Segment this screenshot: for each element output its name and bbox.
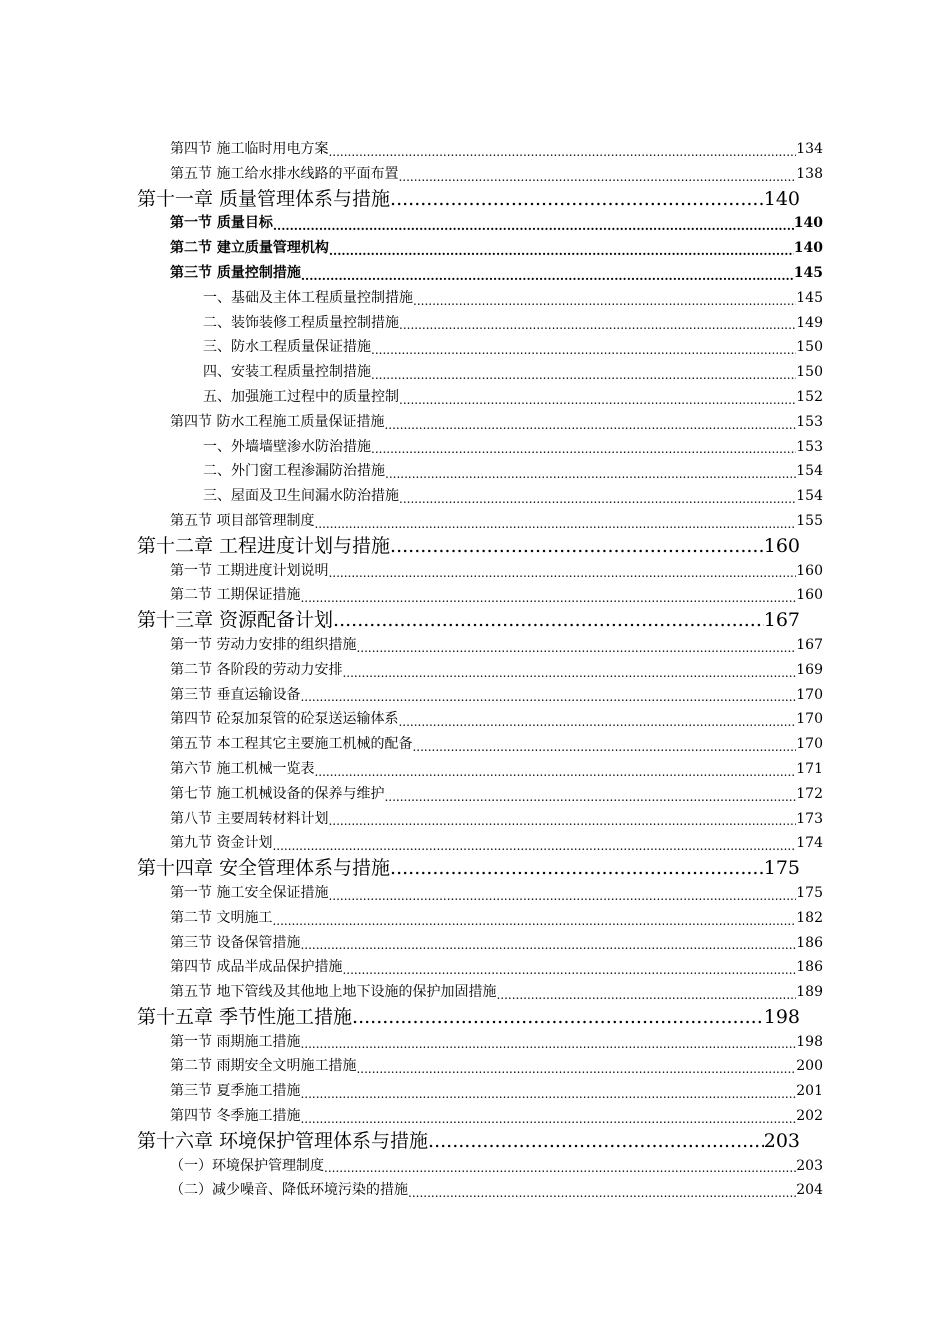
toc-entry-title: 第四节 防水工程施工质量保证措施 bbox=[170, 413, 385, 430]
toc-entry-title: 第二节 各阶段的劳动力安排 bbox=[170, 661, 343, 678]
toc-page-number: 169 bbox=[796, 661, 823, 678]
toc-dot-leader bbox=[314, 514, 796, 534]
toc-section-entry[interactable] bbox=[0, 211, 950, 236]
toc-entry-title: 第三节 垂直运输设备 bbox=[170, 686, 301, 703]
toc-page-number: 160 bbox=[796, 562, 823, 579]
toc-dot-leader bbox=[328, 563, 796, 583]
toc-page-number: 152 bbox=[796, 388, 823, 405]
toc-dot-leader bbox=[300, 687, 796, 707]
toc-section-entry[interactable] bbox=[0, 757, 950, 782]
toc-page-number: 173 bbox=[796, 810, 823, 827]
toc-dot-leader bbox=[384, 415, 796, 435]
toc-entry-title: 第二节 工期保证措施 bbox=[170, 587, 301, 604]
toc-dot-leader bbox=[356, 1059, 796, 1079]
toc-dot-leader bbox=[399, 315, 796, 335]
toc-entry-title: 第五节 本工程其它主要施工机械的配备 bbox=[170, 736, 413, 753]
toc-page-number: 182 bbox=[796, 909, 823, 926]
toc-entry-title: 第十三章 资源配备计划 bbox=[137, 609, 334, 632]
toc-chapter-entry[interactable] bbox=[0, 856, 950, 881]
toc-page-number: 153 bbox=[796, 413, 823, 430]
toc-dot-leader bbox=[300, 1109, 796, 1129]
toc-section-entry[interactable] bbox=[0, 1030, 950, 1055]
toc-section-entry[interactable] bbox=[0, 881, 950, 906]
toc-entry-title: 第一节 施工安全保证措施 bbox=[170, 884, 329, 901]
toc-page-number: 174 bbox=[796, 835, 823, 852]
toc-page-number: 160 bbox=[763, 534, 800, 557]
toc-section-entry[interactable] bbox=[0, 1104, 950, 1129]
toc-dot-leader bbox=[324, 1158, 796, 1178]
toc-page-number: 175 bbox=[763, 857, 800, 880]
toc-dot-leader bbox=[385, 464, 796, 484]
toc-page-number: 171 bbox=[796, 760, 823, 777]
toc-section-entry[interactable] bbox=[0, 335, 950, 360]
toc-entry-title: 第二节 文明施工 bbox=[170, 909, 273, 926]
toc-entry-title: 第五节 项目部管理制度 bbox=[170, 512, 315, 529]
toc-page-number: 202 bbox=[796, 1108, 823, 1125]
toc-dot-leader bbox=[300, 588, 796, 608]
toc-entry-title: 第五节 施工给水排水线路的平面布置 bbox=[170, 165, 399, 182]
table-of-contents bbox=[0, 137, 950, 1203]
toc-chapter-entry[interactable] bbox=[0, 1129, 950, 1154]
toc-chapter-entry[interactable] bbox=[0, 187, 950, 212]
toc-dot-leader bbox=[413, 291, 796, 311]
toc-page-number: 134 bbox=[796, 141, 823, 157]
toc-page-number: 203 bbox=[796, 1157, 823, 1174]
toc-entry-title: 二、装饰装修工程质量控制措施 bbox=[203, 314, 399, 331]
toc-entry-title: 第五节 地下管线及其他地上地下设施的保护加固措施 bbox=[170, 984, 497, 1001]
toc-dot-leader bbox=[272, 911, 796, 931]
toc-page-number: 145 bbox=[796, 289, 823, 306]
toc-entry-title: 第十一章 质量管理体系与措施 bbox=[137, 187, 391, 210]
toc-entry-title: 三、防水工程质量保证措施 bbox=[203, 339, 371, 356]
toc-page-number: 150 bbox=[796, 364, 823, 381]
toc-section-entry[interactable] bbox=[0, 931, 950, 956]
toc-page-number: 203 bbox=[763, 1129, 800, 1152]
toc-entry-title: 五、加强施工过程中的质量控制 bbox=[203, 388, 399, 405]
toc-page-number: 149 bbox=[796, 314, 823, 331]
toc-entry-title: 第二节 雨期安全文明施工措施 bbox=[170, 1058, 357, 1075]
toc-dot-leader bbox=[384, 787, 796, 807]
toc-dot-leader bbox=[314, 762, 796, 782]
toc-section-entry[interactable] bbox=[0, 782, 950, 807]
toc-dot-leader bbox=[399, 390, 796, 410]
toc-page-number: 170 bbox=[796, 711, 823, 728]
toc-entry-title: 二、外门窗工程渗漏防治措施 bbox=[203, 463, 385, 480]
toc-page-number: 167 bbox=[763, 609, 800, 632]
toc-page-number: 154 bbox=[796, 488, 823, 505]
toc-entry-title: 第八节 主要周转材料计划 bbox=[170, 810, 329, 827]
toc-entry-title: （二）减少噪音、降低环境污染的措施 bbox=[170, 1182, 408, 1199]
toc-page-number: 175 bbox=[796, 884, 823, 901]
toc-page-number: 186 bbox=[796, 959, 823, 976]
toc-dot-leader bbox=[328, 142, 796, 162]
toc-section-entry[interactable] bbox=[0, 162, 950, 187]
toc-dot-leader bbox=[342, 960, 796, 980]
toc-section-entry[interactable] bbox=[0, 1079, 950, 1104]
toc-section-entry[interactable] bbox=[0, 559, 950, 584]
toc-section-entry[interactable] bbox=[0, 137, 950, 162]
toc-section-entry[interactable] bbox=[0, 980, 950, 1005]
toc-dot-leader bbox=[300, 1084, 796, 1104]
toc-dot-leader bbox=[398, 167, 796, 187]
toc-entry-title: 四、安装工程质量控制措施 bbox=[203, 364, 371, 381]
toc-dot-leader bbox=[496, 985, 796, 1005]
toc-section-entry[interactable] bbox=[0, 658, 950, 683]
toc-dot-leader bbox=[300, 1034, 796, 1054]
toc-section-entry[interactable] bbox=[0, 459, 950, 484]
toc-dot-leader bbox=[356, 638, 796, 658]
toc-section-entry[interactable] bbox=[0, 732, 950, 757]
toc-dot-leader bbox=[371, 340, 796, 360]
toc-dot-leader bbox=[408, 1183, 796, 1203]
toc-entry-title: 一、外墙墙壁渗水防治措施 bbox=[203, 438, 371, 455]
toc-dot-leader bbox=[390, 187, 764, 212]
toc-page-number: 201 bbox=[796, 1083, 823, 1100]
toc-section-entry[interactable] bbox=[0, 385, 950, 410]
toc-page-number: 167 bbox=[796, 636, 823, 653]
toc-chapter-entry[interactable] bbox=[0, 534, 950, 559]
toc-section-entry[interactable] bbox=[0, 261, 950, 286]
toc-entry-title: 第九节 资金计划 bbox=[170, 835, 273, 852]
toc-entry-title: 第四节 砼泵加泵管的砼泵送运输体系 bbox=[170, 711, 399, 728]
toc-entry-title: 第十二章 工程进度计划与措施 bbox=[137, 534, 391, 557]
toc-section-entry[interactable] bbox=[0, 633, 950, 658]
toc-entry-title: 第一节 劳动力安排的组织措施 bbox=[170, 636, 357, 653]
toc-section-entry[interactable] bbox=[0, 1054, 950, 1079]
toc-entry-title: 第六节 施工机械一览表 bbox=[170, 760, 315, 777]
toc-page-number: 189 bbox=[796, 984, 823, 1001]
toc-section-entry[interactable] bbox=[0, 683, 950, 708]
toc-dot-leader bbox=[273, 216, 794, 236]
toc-dot-leader bbox=[390, 534, 764, 559]
toc-entry-title: 一、基础及主体工程质量控制措施 bbox=[203, 289, 413, 306]
toc-page-number: 140 bbox=[763, 187, 800, 210]
toc-page-number: 153 bbox=[796, 438, 823, 455]
toc-dot-leader bbox=[333, 608, 764, 633]
toc-section-entry[interactable] bbox=[0, 435, 950, 460]
toc-section-entry[interactable] bbox=[0, 1178, 950, 1203]
toc-section-entry[interactable] bbox=[0, 286, 950, 311]
toc-section-entry[interactable] bbox=[0, 831, 950, 856]
toc-chapter-entry[interactable] bbox=[0, 608, 950, 633]
toc-page-number: 170 bbox=[796, 686, 823, 703]
toc-entry-title: 第一节 质量目标 bbox=[170, 215, 273, 232]
toc-entry-title: 三、屋面及卫生间漏水防治措施 bbox=[203, 488, 399, 505]
toc-entry-title: 第十六章 环境保护管理体系与措施 bbox=[137, 1129, 429, 1152]
toc-dot-leader bbox=[412, 737, 796, 757]
toc-section-entry[interactable] bbox=[0, 484, 950, 509]
toc-dot-leader bbox=[328, 811, 796, 831]
toc-page-number: 170 bbox=[796, 736, 823, 753]
toc-section-entry[interactable] bbox=[0, 807, 950, 832]
toc-page-number: 200 bbox=[796, 1058, 823, 1075]
toc-section-entry[interactable] bbox=[0, 707, 950, 732]
toc-page-number: 140 bbox=[793, 215, 823, 232]
toc-page-number: 204 bbox=[796, 1182, 823, 1199]
toc-dot-leader bbox=[328, 886, 796, 906]
toc-section-entry[interactable] bbox=[0, 906, 950, 931]
toc-page-number: 186 bbox=[796, 934, 823, 951]
toc-page-number: 150 bbox=[796, 339, 823, 356]
toc-chapter-entry[interactable] bbox=[0, 1005, 950, 1030]
toc-dot-leader bbox=[272, 836, 796, 856]
toc-dot-leader bbox=[300, 935, 796, 955]
toc-entry-title: 第十四章 安全管理体系与措施 bbox=[137, 857, 391, 880]
toc-section-entry[interactable] bbox=[0, 236, 950, 261]
toc-dot-leader bbox=[329, 241, 794, 261]
toc-dot-leader bbox=[399, 489, 796, 509]
toc-entry-title: 第七节 施工机械设备的保养与维护 bbox=[170, 785, 385, 802]
toc-entry-title: 第一节 工期进度计划说明 bbox=[170, 562, 329, 579]
toc-dot-leader bbox=[352, 1005, 764, 1030]
toc-section-entry[interactable] bbox=[0, 410, 950, 435]
toc-entry-title: 第四节 冬季施工措施 bbox=[170, 1108, 301, 1125]
toc-page-number: 138 bbox=[796, 165, 823, 182]
toc-dot-leader bbox=[398, 712, 796, 732]
toc-entry-title: 第三节 夏季施工措施 bbox=[170, 1083, 301, 1100]
toc-entry-title: 第三节 质量控制措施 bbox=[170, 264, 301, 281]
toc-page-number: 140 bbox=[793, 240, 823, 257]
toc-section-entry[interactable] bbox=[0, 955, 950, 980]
toc-section-entry[interactable] bbox=[0, 1154, 950, 1179]
toc-dot-leader bbox=[428, 1129, 764, 1154]
toc-entry-title: 第四节 施工临时用电方案 bbox=[170, 141, 329, 157]
toc-page-number: 160 bbox=[796, 587, 823, 604]
toc-page-number: 172 bbox=[796, 785, 823, 802]
toc-section-entry[interactable] bbox=[0, 311, 950, 336]
toc-dot-leader bbox=[371, 439, 796, 459]
toc-page-number: 198 bbox=[763, 1005, 800, 1028]
toc-section-entry[interactable] bbox=[0, 509, 950, 534]
toc-dot-leader bbox=[390, 856, 764, 881]
toc-page-number: 155 bbox=[796, 512, 823, 529]
toc-dot-leader bbox=[301, 266, 794, 286]
toc-entry-title: 第十五章 季节性施工措施 bbox=[137, 1005, 353, 1028]
toc-entry-title: 第二节 建立质量管理机构 bbox=[170, 240, 329, 257]
toc-entry-title: 第一节 雨期施工措施 bbox=[170, 1033, 301, 1050]
toc-entry-title: 第四节 成品半成品保护措施 bbox=[170, 959, 343, 976]
toc-dot-leader bbox=[371, 365, 796, 385]
toc-entry-title: （一）环境保护管理制度 bbox=[170, 1157, 324, 1174]
toc-section-entry[interactable] bbox=[0, 360, 950, 385]
toc-page-number: 198 bbox=[796, 1033, 823, 1050]
toc-page-number: 154 bbox=[796, 463, 823, 480]
toc-section-entry[interactable] bbox=[0, 583, 950, 608]
toc-dot-leader bbox=[342, 663, 796, 683]
toc-page-number: 145 bbox=[793, 264, 823, 281]
toc-entry-title: 第三节 设备保管措施 bbox=[170, 934, 301, 951]
